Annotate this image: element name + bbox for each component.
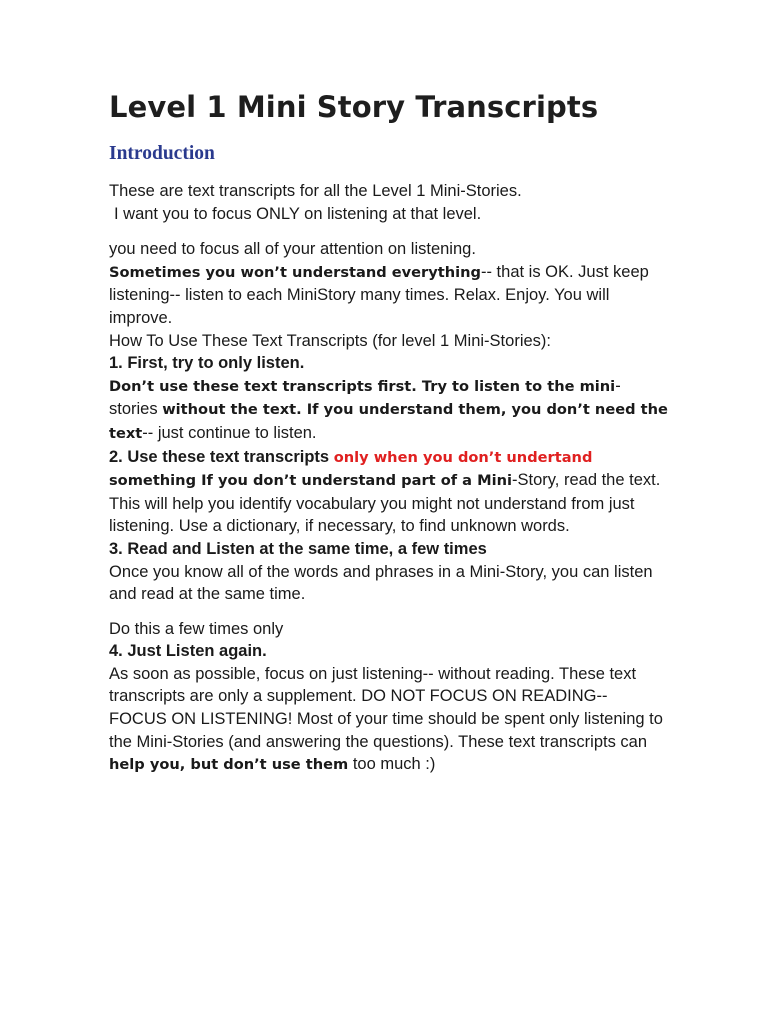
do-this-line: Do this a few times only	[109, 619, 284, 638]
step3-heading: 3. Read and Listen at the same time, a few times	[109, 539, 487, 558]
sometimes-paragraph	[109, 261, 669, 330]
step1-text-a: -stories	[109, 376, 621, 419]
step3-text: Once you know all of the words and phrases in a Mini-Story, you can listen and read at the same time.	[109, 562, 653, 604]
step2-red-text: only when you don’t undertand	[333, 448, 593, 466]
step4-end: too much :)	[348, 755, 436, 774]
intro-line-2: I want you to focus ONLY on listening at that level.	[114, 204, 482, 223]
step4-heading: 4. Just Listen again.	[109, 642, 267, 661]
step4-paragraph	[109, 663, 669, 777]
sometimes-rest: -- that is OK. Just keep listening-- listen to each MiniStory many times. Relax. Enjoy. You will improve.	[109, 262, 649, 327]
intro-block	[109, 180, 669, 225]
step4-bold: help you, but don’t use them	[109, 756, 349, 774]
document-title: Level 1 Mini Story Transcripts	[109, 90, 599, 124]
step2-heading: 2. Use these text transcripts	[109, 447, 334, 466]
main-block	[109, 238, 669, 606]
document-page	[109, 82, 669, 777]
attention-line: you need to focus all of your attention on listening.	[109, 240, 476, 259]
sometimes-bold: Sometimes you won’t understand everything	[109, 263, 481, 281]
step1-heading: 1. First, try to only listen.	[109, 354, 305, 373]
step2-bold-c: something If you don’t understand part of a Mini	[109, 472, 513, 490]
step1-bold-a: Don’t use these text transcripts first. Try to listen to the mini	[109, 377, 616, 395]
intro-line-1: These are text transcripts for all the Level 1 Mini-Stories.	[109, 182, 522, 200]
step1-bold-b: without the text. If you understand them, you don’t need the text	[109, 401, 668, 442]
step2-paragraph	[109, 446, 669, 538]
step1-paragraph	[109, 375, 669, 446]
final-block	[109, 618, 669, 777]
step1-text-b: -- just continue to listen.	[142, 423, 317, 442]
step2-text: -Story, read the text. This will help you identify vocabulary you might not understand from just listening. Use a dictionary, if necessary, to find unknown words.	[109, 471, 661, 536]
step4-text: As soon as possible, focus on just listening-- without reading. These text transcripts are only a supplement. DO NOT FOCUS ON READING-- FOCUS ON LISTENING! Most of your time should be spent only listening to the Mini-Stories (and answering the questions). These text transcripts can	[109, 664, 663, 751]
section-heading: Introduction	[109, 143, 215, 164]
how-to-line: How To Use These Text Transcripts (for level 1 Mini-Stories):	[109, 331, 551, 350]
